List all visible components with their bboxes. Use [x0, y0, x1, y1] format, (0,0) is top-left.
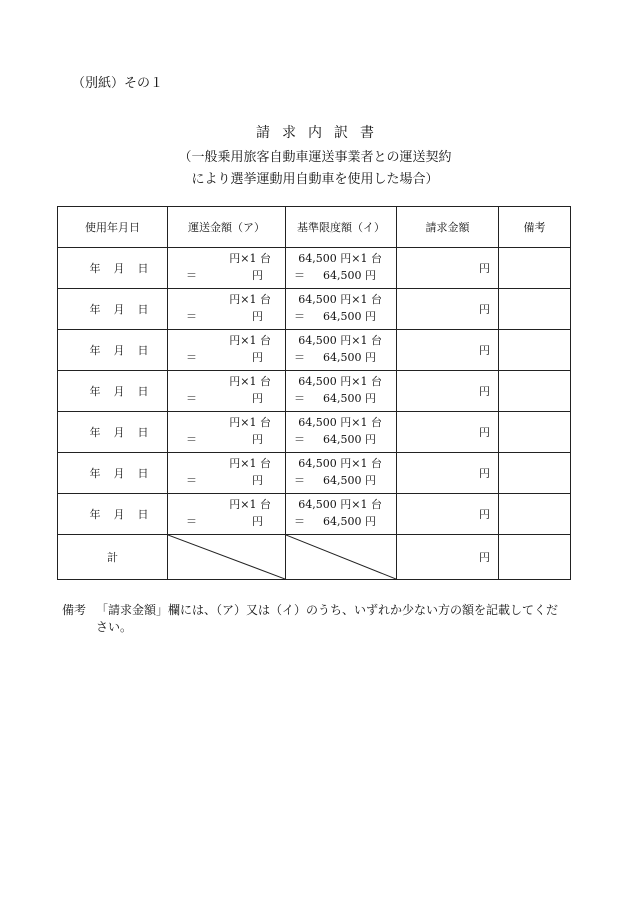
- month-label: 月: [113, 344, 125, 357]
- limit-equals: ＝: [294, 351, 305, 364]
- limit-unit-line: 64,500 円×1 台: [298, 375, 382, 388]
- usage-date-cell[interactable]: [58, 330, 168, 371]
- limit-unit-line: 64,500 円×1 台: [298, 293, 382, 306]
- fare-unit-line: 円×1 台: [229, 375, 271, 388]
- fare-unit-line: 円×1 台: [229, 334, 271, 347]
- year-label: 年: [89, 385, 101, 398]
- claim-amount-cell[interactable]: [397, 330, 499, 371]
- fare-yen: 円: [252, 269, 263, 282]
- yen-unit: 円: [479, 426, 490, 439]
- day-label: 日: [137, 385, 149, 398]
- fare-amount-cell[interactable]: [168, 494, 286, 535]
- limit-unit-line: 64,500 円×1 台: [298, 252, 382, 265]
- total-label: 計: [58, 535, 168, 580]
- fare-unit-line: 円×1 台: [229, 457, 271, 470]
- total-fare-crossed: [168, 535, 286, 580]
- claim-amount-cell[interactable]: [397, 453, 499, 494]
- fare-yen: 円: [252, 433, 263, 446]
- fare-equals: ＝: [186, 310, 197, 323]
- limit-total: 64,500 円: [323, 515, 376, 528]
- subtitle-line-2: により選挙運動用自動車を使用した場合）: [191, 172, 439, 187]
- remarks-cell[interactable]: [499, 248, 571, 289]
- day-label: 日: [137, 426, 149, 439]
- fare-equals: ＝: [186, 392, 197, 405]
- table-header-row: [58, 207, 571, 248]
- limit-equals: ＝: [294, 433, 305, 446]
- header-fare-amount: 運送金額（ア）: [168, 207, 286, 248]
- limit-unit-line: 64,500 円×1 台: [298, 457, 382, 470]
- subtitle-line-1: （一般乗用旅客自動車運送事業者との運送契約: [178, 150, 452, 165]
- fare-equals: ＝: [186, 433, 197, 446]
- fare-amount-cell[interactable]: [168, 248, 286, 289]
- day-label: 日: [137, 303, 149, 316]
- yen-unit: 円: [479, 385, 490, 398]
- fare-unit-line: 円×1 台: [229, 252, 271, 265]
- breakdown-table: [57, 206, 571, 580]
- table-row: [58, 330, 571, 371]
- standard-limit-cell: [286, 494, 397, 535]
- limit-equals: ＝: [294, 269, 305, 282]
- note-text: 「請求金額」欄には、（ア）又は（イ）のうち、いずれか少ない方の額を記載してください。: [96, 603, 559, 634]
- claim-amount-cell[interactable]: [397, 412, 499, 453]
- table-row: [58, 412, 571, 453]
- usage-date-cell[interactable]: [58, 453, 168, 494]
- note-label: 備考: [62, 603, 87, 617]
- month-label: 月: [113, 508, 125, 521]
- fare-yen: 円: [252, 351, 263, 364]
- claim-amount-cell[interactable]: [397, 494, 499, 535]
- standard-limit-cell: [286, 330, 397, 371]
- day-label: 日: [137, 467, 149, 480]
- limit-equals: ＝: [294, 392, 305, 405]
- table-row: [58, 453, 571, 494]
- limit-total: 64,500 円: [323, 392, 376, 405]
- fare-amount-cell[interactable]: [168, 371, 286, 412]
- year-label: 年: [89, 508, 101, 521]
- limit-unit-line: 64,500 円×1 台: [298, 334, 382, 347]
- fare-equals: ＝: [186, 515, 197, 528]
- day-label: 日: [137, 262, 149, 275]
- usage-date-cell[interactable]: [58, 371, 168, 412]
- yen-unit: 円: [479, 551, 490, 564]
- limit-total: 64,500 円: [323, 433, 376, 446]
- usage-date-cell[interactable]: [58, 412, 168, 453]
- fare-yen: 円: [252, 515, 263, 528]
- yen-unit: 円: [479, 303, 490, 316]
- table-row: [58, 248, 571, 289]
- year-label: 年: [89, 426, 101, 439]
- claim-amount-cell[interactable]: [397, 248, 499, 289]
- yen-unit: 円: [479, 344, 490, 357]
- header-usage-date: 使用年月日: [58, 207, 168, 248]
- usage-date-cell[interactable]: [58, 289, 168, 330]
- month-label: 月: [113, 303, 125, 316]
- fare-unit-line: 円×1 台: [229, 498, 271, 511]
- year-label: 年: [89, 262, 101, 275]
- table-row: [58, 371, 571, 412]
- standard-limit-cell: [286, 453, 397, 494]
- remarks-cell[interactable]: [499, 494, 571, 535]
- limit-total: 64,500 円: [323, 351, 376, 364]
- month-label: 月: [113, 426, 125, 439]
- limit-equals: ＝: [294, 310, 305, 323]
- year-label: 年: [89, 303, 101, 316]
- annex-label: （別紙）その１: [72, 76, 164, 91]
- standard-limit-cell: [286, 289, 397, 330]
- fare-equals: ＝: [186, 474, 197, 487]
- year-label: 年: [89, 467, 101, 480]
- header-claim-amount: 請求金額: [397, 207, 499, 248]
- limit-unit-line: 64,500 円×1 台: [298, 416, 382, 429]
- total-claim-cell[interactable]: [397, 535, 499, 580]
- claim-amount-cell[interactable]: [397, 289, 499, 330]
- yen-unit: 円: [479, 467, 490, 480]
- limit-equals: ＝: [294, 474, 305, 487]
- standard-limit-cell: [286, 248, 397, 289]
- day-label: 日: [137, 344, 149, 357]
- fare-unit-line: 円×1 台: [229, 416, 271, 429]
- claim-amount-cell[interactable]: [397, 371, 499, 412]
- fare-unit-line: 円×1 台: [229, 293, 271, 306]
- remarks-cell[interactable]: [499, 412, 571, 453]
- day-label: 日: [137, 508, 149, 521]
- fare-yen: 円: [252, 474, 263, 487]
- month-label: 月: [113, 385, 125, 398]
- remarks-cell[interactable]: [499, 453, 571, 494]
- fare-yen: 円: [252, 310, 263, 323]
- total-limit-crossed: [286, 535, 397, 580]
- month-label: 月: [113, 262, 125, 275]
- fare-amount-cell[interactable]: [168, 330, 286, 371]
- total-remarks-cell[interactable]: [499, 535, 571, 580]
- usage-date-cell[interactable]: [58, 248, 168, 289]
- header-remarks: 備考: [499, 207, 571, 248]
- fare-amount-cell[interactable]: [168, 412, 286, 453]
- limit-total: 64,500 円: [323, 269, 376, 282]
- limit-equals: ＝: [294, 515, 305, 528]
- diagonal-line: [168, 535, 285, 579]
- total-row: [58, 535, 571, 580]
- usage-date-cell[interactable]: [58, 494, 168, 535]
- table-row: [58, 289, 571, 330]
- fare-amount-cell[interactable]: [168, 453, 286, 494]
- diagonal-line: [286, 535, 396, 579]
- standard-limit-cell: [286, 412, 397, 453]
- yen-unit: 円: [479, 508, 490, 521]
- limit-unit-line: 64,500 円×1 台: [298, 498, 382, 511]
- document-title: 請求内訳書: [256, 125, 386, 141]
- yen-unit: 円: [479, 262, 490, 275]
- fare-equals: ＝: [186, 351, 197, 364]
- fare-yen: 円: [252, 392, 263, 405]
- fare-equals: ＝: [186, 269, 197, 282]
- limit-total: 64,500 円: [323, 474, 376, 487]
- standard-limit-cell: [286, 371, 397, 412]
- fare-amount-cell[interactable]: [168, 289, 286, 330]
- year-label: 年: [89, 344, 101, 357]
- remarks-cell[interactable]: [499, 371, 571, 412]
- header-standard-limit: 基準限度額（イ）: [286, 207, 397, 248]
- month-label: 月: [113, 467, 125, 480]
- table-row: [58, 494, 571, 535]
- limit-total: 64,500 円: [323, 310, 376, 323]
- remarks-cell[interactable]: [499, 330, 571, 371]
- remarks-cell[interactable]: [499, 289, 571, 330]
